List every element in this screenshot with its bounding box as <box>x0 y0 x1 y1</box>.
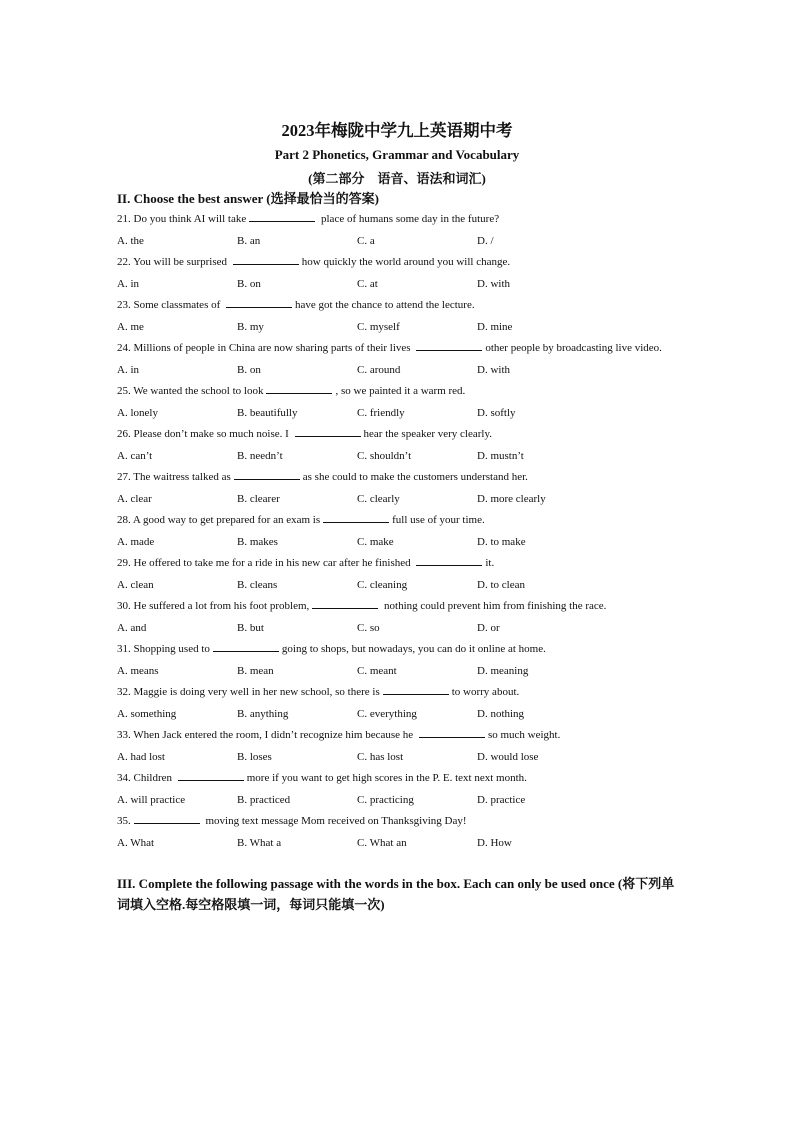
question-text-before-blank: 23. Some classmates of <box>117 299 224 311</box>
question-text-after-blank: full use of your time. <box>392 514 485 526</box>
question-text-after-blank: going to shops, but nowadays, you can do it online at home. <box>281 643 546 655</box>
option-choice[interactable]: C. so <box>357 621 380 634</box>
question-stem <box>117 768 687 790</box>
option-choice[interactable]: A. will practice <box>117 793 186 806</box>
option-choice[interactable]: A. What <box>117 836 155 849</box>
question-text-after-blank: it. <box>485 557 495 569</box>
question-text-before-blank: 33. When Jack entered the room, I didn’t recognize him because he <box>117 729 416 741</box>
section-3-heading: III. Complete the following passage with the words in the box. Each can only be used once (将下列单词填入空格.每空格限填一词，每词只能填一次) <box>117 876 675 912</box>
question-text-after-blank: so much weight. <box>487 729 561 741</box>
option-choice[interactable]: A. the <box>117 234 144 247</box>
question-text-after-blank: , so we painted it a warm red. <box>335 385 466 397</box>
options-row <box>117 360 687 382</box>
answer-blank[interactable] <box>266 382 332 394</box>
option-choice[interactable]: A. in <box>117 277 139 290</box>
answer-blank[interactable] <box>233 253 299 265</box>
options-row <box>117 661 687 683</box>
answer-blank[interactable] <box>226 296 292 308</box>
option-choice[interactable]: B. mean <box>237 664 274 677</box>
option-choice[interactable]: D. How <box>477 836 512 849</box>
option-choice[interactable]: B. practiced <box>237 793 291 806</box>
question-text-after-blank: have got the chance to attend the lecture. <box>295 299 475 311</box>
option-choice[interactable]: D. mine <box>477 320 513 333</box>
option-choice[interactable]: D. mustn’t <box>477 449 524 462</box>
option-choice[interactable]: A. means <box>117 664 159 677</box>
question-text-after-blank: to worry about. <box>451 686 520 698</box>
question-text-before-blank: 21. Do you think AI will take <box>117 213 247 225</box>
option-choice[interactable]: B. What a <box>237 836 282 849</box>
part-subtitle: Part 2 Phonetics, Grammar and Vocabulary <box>274 147 520 162</box>
options-row <box>117 317 687 339</box>
options-row <box>117 618 687 640</box>
question-stem <box>117 424 687 446</box>
option-choice[interactable]: B. on <box>237 277 261 290</box>
question-stem <box>117 596 687 618</box>
question-stem <box>117 639 687 661</box>
option-choice[interactable]: C. What an <box>357 836 407 849</box>
option-choice[interactable]: C. around <box>357 363 401 376</box>
question-text-before-blank: 28. A good way to get prepared for an exam is <box>117 514 321 526</box>
option-choice[interactable]: C. shouldn’t <box>357 449 412 462</box>
question-text-before-blank: 24. Millions of people in China are now sharing parts of their lives <box>117 342 414 354</box>
option-choice[interactable]: B. anything <box>237 707 289 720</box>
option-choice[interactable]: A. lonely <box>117 406 158 419</box>
option-choice[interactable]: C. at <box>357 277 378 290</box>
option-choice[interactable]: C. a <box>357 234 375 247</box>
option-choice[interactable]: C. practicing <box>357 793 414 806</box>
question-stem <box>117 725 687 747</box>
option-choice[interactable]: B. beautifully <box>237 406 298 419</box>
options-row <box>117 274 687 296</box>
options-row <box>117 446 687 468</box>
options-row <box>117 747 687 769</box>
options-row <box>117 489 687 511</box>
question-stem <box>117 252 687 274</box>
question-text-after-blank: as she could to make the customers understand her. <box>302 471 528 483</box>
option-choice[interactable]: D. more clearly <box>477 492 546 505</box>
option-choice[interactable]: D. with <box>477 363 510 376</box>
option-choice[interactable]: C. everything <box>357 707 417 720</box>
option-choice[interactable]: B. but <box>237 621 264 634</box>
question-text-after-blank: moving text message Mom received on Thanksgiving Day! <box>202 815 467 827</box>
question-text-before-blank: 29. He offered to take me for a ride in his new car after he finished <box>117 557 414 569</box>
question-stem <box>117 811 687 833</box>
option-choice[interactable]: D. nothing <box>477 707 525 720</box>
option-choice[interactable]: D. or <box>477 621 500 634</box>
option-choice[interactable]: C. meant <box>357 664 397 677</box>
question-stem <box>117 209 687 231</box>
option-choice[interactable]: A. me <box>117 320 144 333</box>
question-stem <box>117 338 687 360</box>
option-choice[interactable]: B. makes <box>237 535 278 548</box>
question-stem <box>117 510 687 532</box>
option-choice[interactable]: C. myself <box>357 320 400 333</box>
option-choice[interactable]: C. clearly <box>357 492 400 505</box>
option-choice[interactable]: B. my <box>237 320 264 333</box>
answer-blank[interactable] <box>178 769 244 781</box>
option-choice[interactable]: A. something <box>117 707 177 720</box>
option-choice[interactable]: D. to make <box>477 535 526 548</box>
option-choice[interactable]: A. and <box>117 621 147 634</box>
answer-blank[interactable] <box>213 640 279 652</box>
answer-blank[interactable] <box>134 812 200 824</box>
question-text-before-blank: 27. The waitress talked as <box>117 471 231 483</box>
options-row <box>117 833 687 855</box>
option-choice[interactable]: D. / <box>477 234 494 247</box>
option-choice[interactable]: B. an <box>237 234 261 247</box>
answer-blank[interactable] <box>419 726 485 738</box>
question-list <box>117 209 687 854</box>
option-choice[interactable]: D. with <box>477 277 510 290</box>
answer-blank[interactable] <box>416 554 482 566</box>
answer-blank[interactable] <box>383 683 449 695</box>
question-text-before-blank: 31. Shopping used to <box>117 643 210 655</box>
option-choice[interactable]: C. make <box>357 535 394 548</box>
option-choice[interactable]: A. clear <box>117 492 152 505</box>
question-text-before-blank: 22. You will be surprised <box>117 256 230 268</box>
option-choice[interactable]: B. cleans <box>237 578 278 591</box>
question-text-after-blank: place of humans some day in the future? <box>318 213 500 225</box>
section-2-heading: II. Choose the best answer (选择最恰当的答案) <box>117 191 379 206</box>
option-choice[interactable]: D. to clean <box>477 578 525 591</box>
question-text-before-blank: 25. We wanted the school to look <box>117 385 264 397</box>
question-stem <box>117 381 687 403</box>
page-title: 2023年梅陇中学九上英语期中考 <box>281 121 513 140</box>
question-stem <box>117 682 687 704</box>
part-subtitle-chinese: (第二部分 语音、语法和词汇) <box>308 171 486 186</box>
option-choice[interactable]: B. on <box>237 363 261 376</box>
question-text-after-blank: other people by broadcasting live video. <box>485 342 662 354</box>
answer-blank[interactable] <box>234 468 300 480</box>
options-row <box>117 575 687 597</box>
answer-blank[interactable] <box>323 511 389 523</box>
option-choice[interactable]: D. would lose <box>477 750 539 763</box>
option-choice[interactable]: D. meaning <box>477 664 529 677</box>
question-text-before-blank: 26. Please don’t make so much noise. I <box>117 428 292 440</box>
options-row <box>117 403 687 425</box>
answer-blank[interactable] <box>416 339 482 351</box>
question-text-before-blank: 35. <box>117 815 131 827</box>
answer-blank[interactable] <box>249 210 315 222</box>
question-stem <box>117 467 687 489</box>
option-choice[interactable]: B. loses <box>237 750 272 763</box>
option-choice[interactable]: A. had lost <box>117 750 165 763</box>
option-choice[interactable]: A. made <box>117 535 155 548</box>
question-stem <box>117 553 687 575</box>
option-choice[interactable]: A. in <box>117 363 139 376</box>
options-row <box>117 704 687 726</box>
options-row <box>117 231 687 253</box>
options-row <box>117 532 687 554</box>
question-text-before-blank: 30. He suffered a lot from his foot problem, <box>117 600 310 612</box>
question-text-before-blank: 32. Maggie is doing very well in her new school, so there is <box>117 686 380 698</box>
option-choice[interactable]: A. clean <box>117 578 154 591</box>
option-choice[interactable]: A. can’t <box>117 449 153 462</box>
option-choice[interactable]: C. cleaning <box>357 578 408 591</box>
question-text-after-blank: hear the speaker very clearly. <box>363 428 493 440</box>
option-choice[interactable]: B. needn’t <box>237 449 283 462</box>
option-choice[interactable]: C. friendly <box>357 406 405 419</box>
question-text-before-blank: 34. Children <box>117 772 175 784</box>
question-text-after-blank: more if you want to get high scores in the P. E. text next month. <box>246 772 527 784</box>
option-choice[interactable]: B. clearer <box>237 492 280 505</box>
options-row <box>117 790 687 812</box>
answer-blank[interactable] <box>312 597 378 609</box>
option-choice[interactable]: D. softly <box>477 406 516 419</box>
option-choice[interactable]: D. practice <box>477 793 526 806</box>
option-choice[interactable]: C. has lost <box>357 750 404 763</box>
question-text-after-blank: how quickly the world around you will change. <box>301 256 511 268</box>
answer-blank[interactable] <box>295 425 361 437</box>
question-stem <box>117 295 687 317</box>
question-text-after-blank: nothing could prevent him from finishing the race. <box>381 600 607 612</box>
